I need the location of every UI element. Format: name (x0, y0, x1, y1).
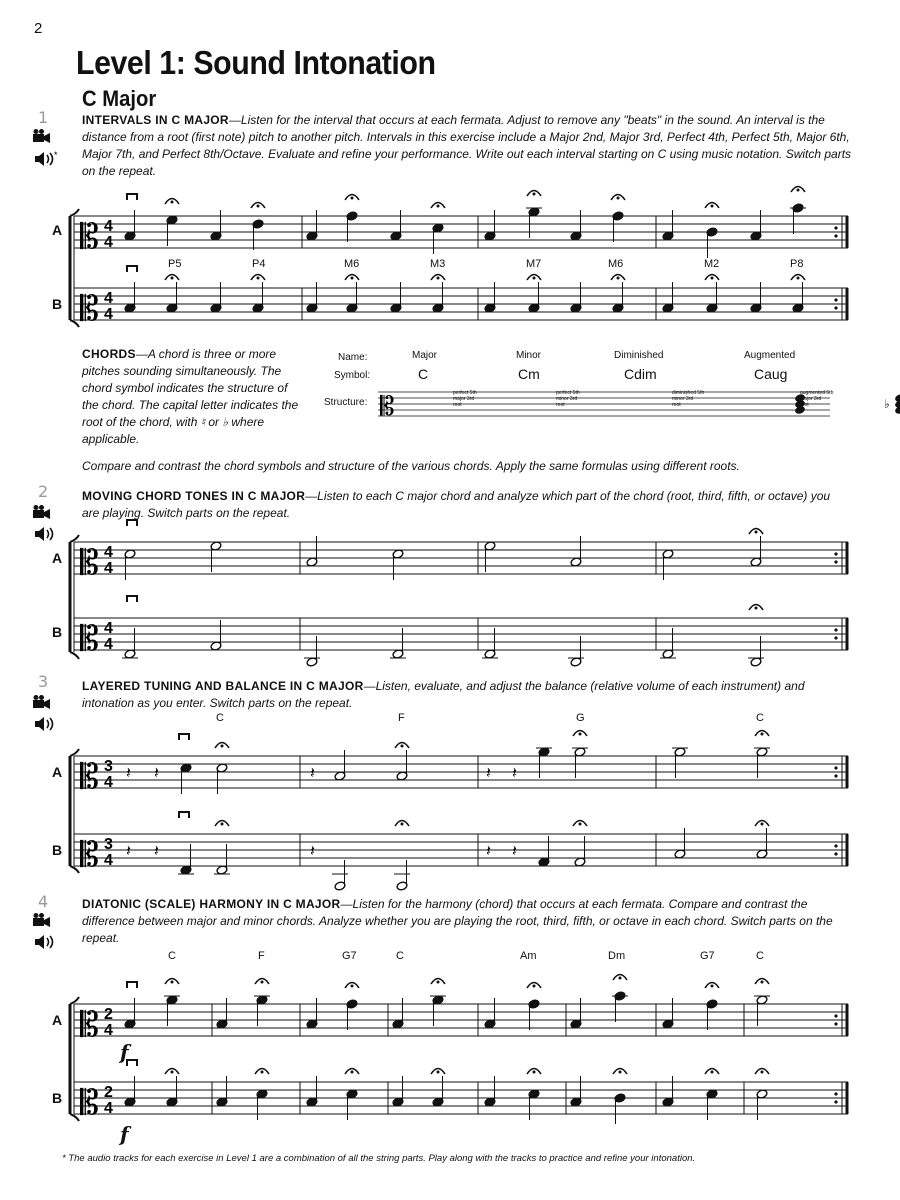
chord-symbol: G (576, 712, 585, 724)
chord-part: root (800, 402, 809, 408)
chord-symbol: Caug (754, 366, 788, 382)
page-subtitle: C Major (82, 86, 157, 111)
time-signature: 4 (104, 1100, 113, 1117)
chord-symbol: C (756, 712, 764, 724)
chord-name: Augmented (744, 350, 796, 361)
system-bracket (70, 209, 79, 216)
system-bracket (70, 866, 79, 873)
time-signature: 4 (104, 234, 113, 251)
exercise-number: 1 (38, 108, 49, 127)
chord-symbol: C (396, 950, 404, 962)
quarter-rest-icon: 𝄽 (512, 841, 517, 860)
time-signature: 3 (104, 758, 113, 775)
part-label: B (52, 1090, 63, 1106)
chord-symbol: Cm (518, 366, 540, 382)
chord-row-label: Structure: (324, 397, 368, 408)
system-bracket (70, 997, 79, 1004)
time-signature: 4 (104, 560, 113, 577)
interval-label: M2 (704, 258, 720, 270)
quarter-rest-icon: 𝄽 (486, 763, 491, 782)
chord-symbol: C (168, 950, 176, 962)
alto-clef-icon: 𝄡 (80, 543, 99, 583)
dynamic-marking: f (120, 1040, 129, 1064)
chord-name: Diminished (614, 350, 664, 361)
quarter-rest-icon: 𝄽 (486, 841, 491, 860)
chord-part: minor 3rd (672, 396, 694, 402)
chord-name: Minor (516, 350, 542, 361)
chord-symbol: Cdim (624, 366, 657, 382)
time-signature: 4 (104, 290, 113, 307)
quarter-rest-icon: 𝄽 (310, 841, 315, 860)
interval-label: M7 (526, 258, 542, 270)
page-number: 2 (34, 20, 43, 37)
part-label: B (52, 624, 63, 640)
chord-part: perfect 5th (453, 390, 477, 396)
chord-symbol: F (258, 950, 265, 962)
exercise-number: 3 (38, 672, 49, 691)
system-bracket (70, 749, 79, 756)
exercise-instructions: —Listen to each C major chord and analyze which part of the chord (root, third, fifth, or octave) you are playing. Switch parts on the repeat. (82, 489, 831, 520)
time-signature: 2 (104, 1084, 113, 1101)
part-label: A (52, 764, 63, 780)
quarter-rest-icon: 𝄽 (154, 841, 159, 860)
part-label: B (52, 842, 63, 858)
chord-part: root (556, 402, 565, 408)
chord-part: diminished 5th (672, 390, 705, 396)
quarter-rest-icon: 𝄽 (126, 763, 131, 782)
time-signature: 3 (104, 836, 113, 853)
chord-part: minor 3rd (556, 396, 578, 402)
chord-symbol: F (398, 712, 405, 724)
alto-clef-icon: 𝄡 (80, 619, 99, 659)
flat-icon: ♭ (884, 397, 890, 411)
chord-symbol: Am (520, 950, 537, 962)
footnote: * The audio tracks for each exercise in Level 1 are a combination of all the string parts. Play along with the tracks to practice and refine your intonation. (62, 1153, 696, 1164)
time-signature: 4 (104, 620, 113, 637)
chords-compare-text: Compare and contrast the chord symbols and structure of the various chords. Apply the same formulas using different roots. (82, 459, 740, 473)
quarter-rest-icon: 𝄽 (126, 841, 131, 860)
exercise-heading: DIATONIC (SCALE) HARMONY IN C MAJOR (82, 897, 341, 911)
exercise-instructions: —Listen for the harmony (chord) that occurs at each fermata. Compare and contrast the difference between major and minor chords. Analyze whether you are playing the root, third, fifth, or octave in each chord. Switch parts on the repeat. (82, 897, 833, 945)
time-signature: 2 (104, 1006, 113, 1023)
exercise-heading: MOVING CHORD TONES IN C MAJOR (82, 489, 306, 503)
time-signature: 4 (104, 218, 113, 235)
chord-symbol: C (418, 366, 429, 382)
quarter-rest-icon: 𝄽 (310, 763, 315, 782)
alto-clef-icon: 𝄡 (80, 217, 99, 257)
interval-label: P4 (252, 258, 266, 270)
interval-label: P5 (168, 258, 182, 270)
chord-symbol: Dm (608, 950, 626, 962)
exercise-number: 4 (38, 892, 49, 911)
interval-label: M6 (344, 258, 360, 270)
interval-label: M3 (430, 258, 446, 270)
chord-part: major 3rd (453, 396, 475, 402)
chord-row-label: Symbol: (334, 370, 371, 381)
system-bracket (70, 320, 79, 327)
exercise-heading: INTERVALS IN C MAJOR (82, 113, 229, 127)
exercise-heading: LAYERED TUNING AND BALANCE IN C MAJOR (82, 679, 364, 693)
chord-name: Major (412, 350, 438, 361)
alto-clef-icon: 𝄡 (80, 289, 99, 329)
time-signature: 4 (104, 852, 113, 869)
part-label: A (52, 550, 63, 566)
part-label: A (52, 222, 63, 238)
exercise-instructions: —Listen for the interval that occurs at each fermata. Adjust to remove any "beats" in the sound. An interval is the distance from a root (first note) pitch to another pitch. Intervals in this exercise include a Major 2nd, Major 3rd, Perfect 4th, Perfect 5th, Major 6th, Major 7th, and Perfect 8th/Octave. Evaluate and refine your performance. Write out each interval starting on C using music notation. Switch parts on the repeat. (82, 113, 852, 178)
interval-label: P8 (790, 258, 804, 270)
chord-symbol: C (756, 950, 764, 962)
exercise-instructions: —Listen, evaluate, and adjust the balance (relative volume of each instrument) and intonation as you enter. Switch parts on the repeat. (82, 679, 805, 710)
system-bracket (70, 535, 79, 542)
time-signature: 4 (104, 636, 113, 653)
part-label: B (52, 296, 63, 312)
chord-part: augmented 5th (800, 390, 834, 396)
system-bracket (70, 652, 79, 659)
alto-clef-icon: 𝄡 (80, 835, 99, 875)
time-signature: 4 (104, 544, 113, 561)
quarter-rest-icon: 𝄽 (512, 763, 517, 782)
time-signature: 4 (104, 306, 113, 323)
chord-part: major 3rd (800, 396, 822, 402)
alto-clef-icon: 𝄡 (80, 757, 99, 797)
time-signature: 4 (104, 774, 113, 791)
chord-symbol: G7 (700, 950, 715, 962)
time-signature: 4 (104, 1022, 113, 1039)
page-title: Level 1: Sound Intonation (76, 44, 436, 81)
exercise-number: 2 (38, 482, 49, 501)
quarter-rest-icon: 𝄽 (154, 763, 159, 782)
svg-text:*: * (54, 151, 58, 160)
chord-symbol: G7 (342, 950, 357, 962)
chord-part: root (453, 402, 462, 408)
chords-description: —A chord is three or more pitches sounding simultaneously. The chord symbol indicates the structure of the chord. The capital letter indicates the root of the chord, with ♮ or ♭ where applicable. (82, 347, 299, 446)
chord-part: root (672, 402, 681, 408)
interval-label: M6 (608, 258, 624, 270)
chord-row-label: Name: (338, 352, 368, 363)
dynamic-marking: f (120, 1122, 129, 1146)
chord-part: perfect 5th (556, 390, 580, 396)
alto-clef-icon: 𝄡 (80, 1005, 99, 1045)
system-bracket (70, 1114, 79, 1121)
chord-symbol: C (216, 712, 224, 724)
alto-clef-icon: 𝄡 (80, 1083, 99, 1123)
svg-text:𝄡: 𝄡 (380, 392, 395, 422)
part-label: A (52, 1012, 63, 1028)
chords-heading: CHORDS (82, 347, 136, 361)
